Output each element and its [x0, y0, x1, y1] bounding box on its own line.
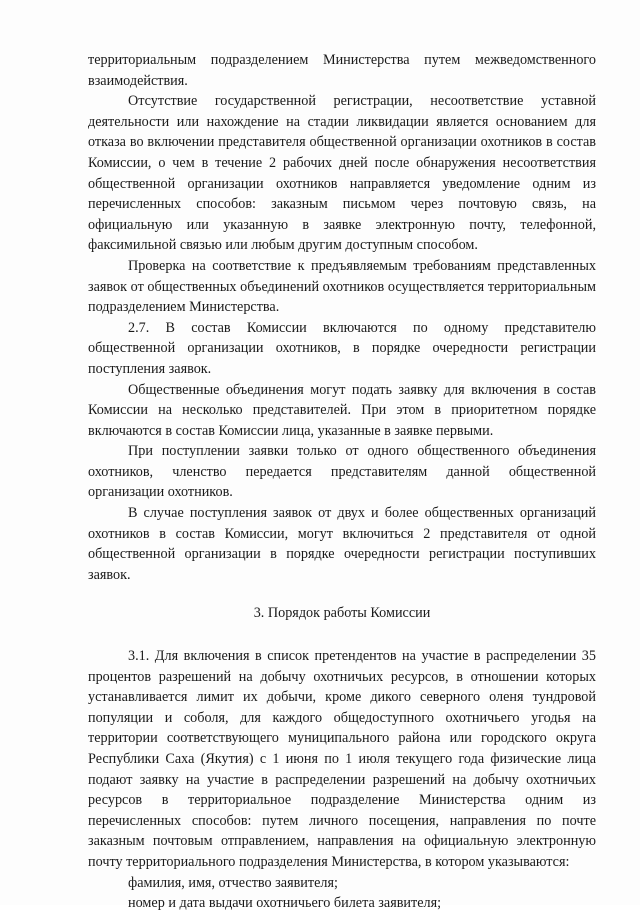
paragraph-continuation: территориальным подразделением Министерства путем межведомственного взаимодействия.	[88, 52, 596, 89]
list-item: номер и дата выдачи охотничьего билета заявителя;	[128, 895, 442, 912]
section-heading: 3. Порядок работы Комиссии	[253, 605, 431, 622]
paragraph-verification: Проверка на соответствие к предъявляемым требованиям представленных заявок от общественных объединений охотников осуществляется территориальным подразделением Министерства.	[88, 257, 596, 316]
paragraph-multiple-representatives: Общественные объединения могут подать заявку для включения в состав Комиссии на несколько представителей. При этом в приоритетном порядке включаются в состав Комиссии лица, указанные в заявке первыми.	[88, 381, 596, 439]
paragraph-two-or-more: В случае поступления заявок от двух и более общественных организаций охотников в состав Комиссии, могут включиться 2 представителя от одной общественной организации в порядке очередности регистрации поступивших заявок.	[88, 505, 596, 583]
paragraph-single-application: При поступлении заявки только от одного общественного объединения охотников, членство передается представителям данной общественной организации охотников.	[88, 443, 596, 501]
paragraph-refusal-grounds: Отсутствие государственной регистрации, несоответствие уставной деятельности или нахождение на стадии ликвидации является основанием для отказа во включении представителя общественной организации охотников в состав Комиссии, о чем в течение 2 рабочих дней после обнаружения несоответствия общественной организации охотников направляется уведомление одним из перечисленных способов: заказным письмом через почтовую связь, на официальную или указанную в заявке электронную почту, телефонной, факсимильной связью или любым другим доступным способом.	[88, 93, 596, 254]
paragraph-3-1: 3.1. Для включения в список претендентов на участие в распределении 35 процентов разрешений на добычу охотничьих ресурсов, в отношении которых устанавливается лимит их добычи, кроме дикого северного оленя тундровой популяции и соболя, для каждого общедоступного охотничьего угодья на территории соответствующего муниципального района или городского округа Республики Саха (Якутия) с 1 июня по 1 июля текущего года физические лица подают заявку на участие в распределении разрешений на добычу охотничьих ресурсов в территориальное подразделение Министерства одним из перечисленных способов: путем личного посещения, направления по почте заказным почтовым отправлением, направления на официальную электронную почту территориального подразделения Министерства, в котором указываются:	[88, 648, 596, 870]
paragraph-2-7: 2.7. В состав Комиссии включаются по одному представителю общественной организации охотников, в порядке очередности регистрации поступления заявок.	[88, 319, 596, 377]
document-body	[88, 50, 596, 914]
list-item: фамилия, имя, отчество заявителя;	[128, 874, 338, 891]
